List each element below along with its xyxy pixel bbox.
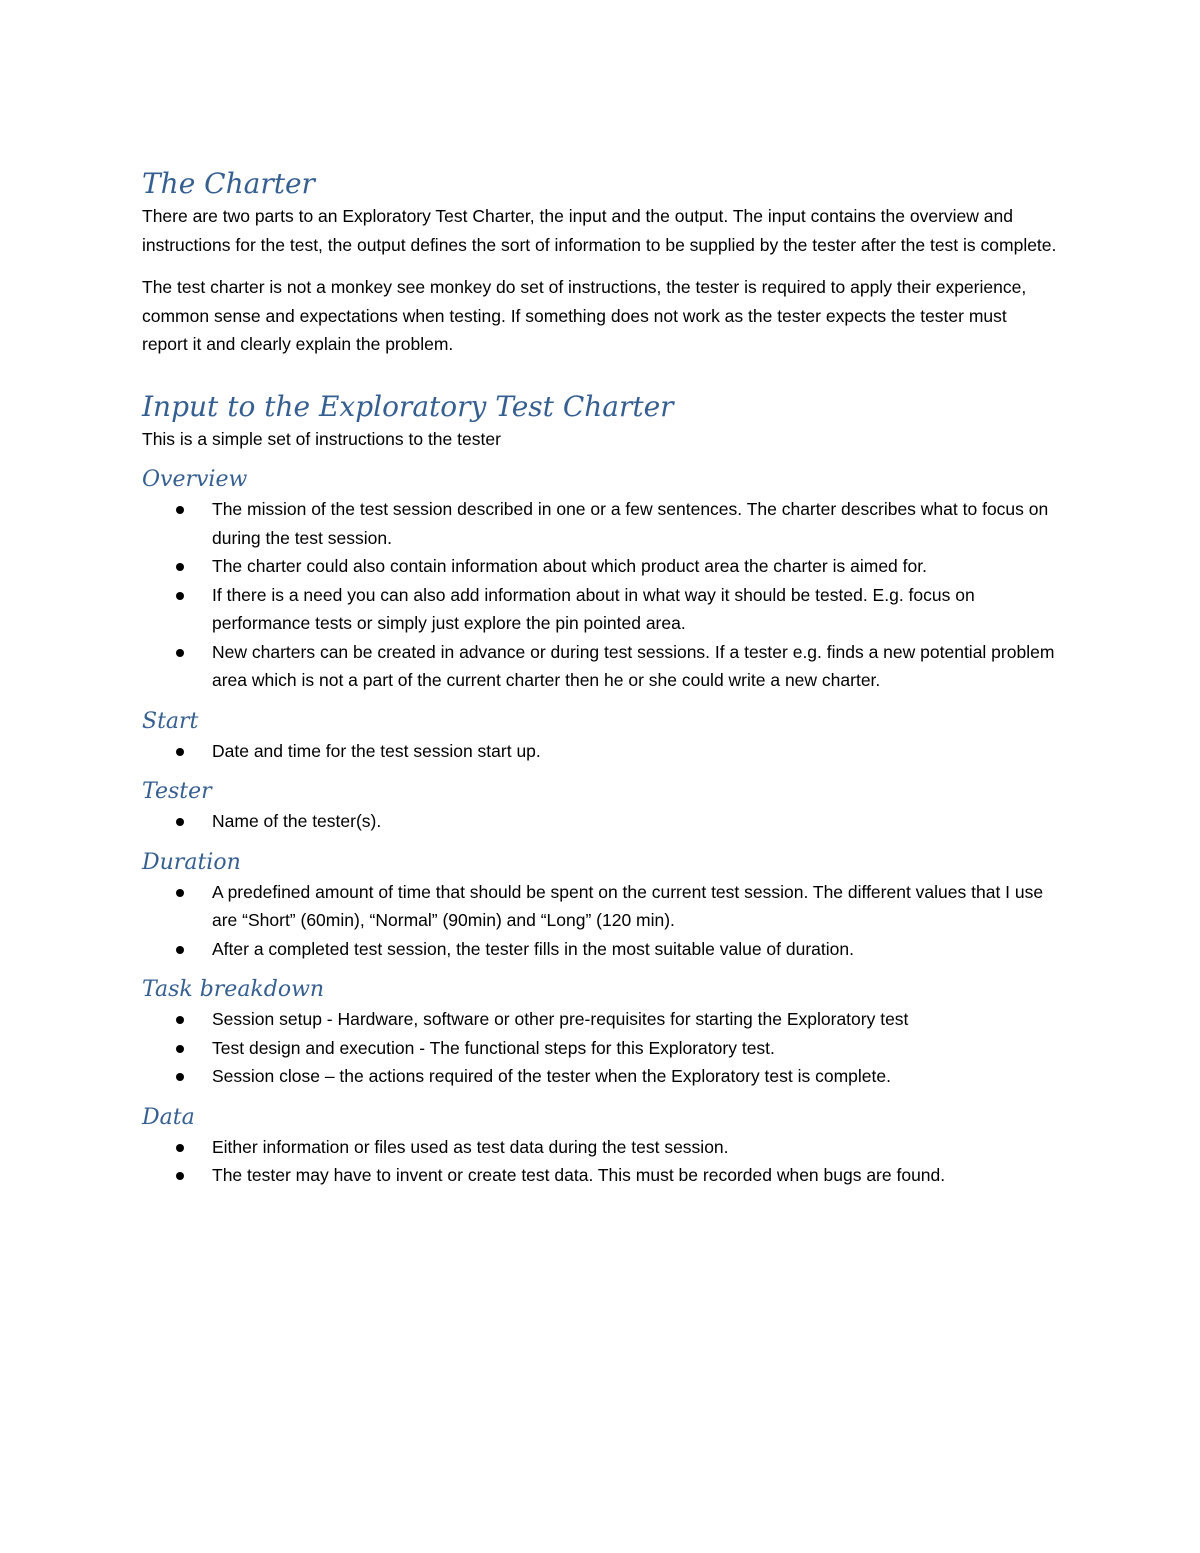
bullet-icon: [176, 818, 184, 826]
list-item: Name of the tester(s).: [142, 807, 1057, 836]
start-list: [142, 737, 1057, 766]
heading-the-charter: The Charter: [142, 167, 315, 200]
bullet-icon: [176, 889, 184, 897]
bullet-icon: [176, 592, 184, 600]
list-item: After a completed test session, the tester fills in the most suitable value of duration.: [142, 935, 1057, 964]
tester-list: [142, 807, 1057, 836]
heading-duration: Duration: [142, 849, 241, 875]
bullet-icon: [176, 1144, 184, 1152]
bullet-icon: [176, 748, 184, 756]
list-item: The charter could also contain information about which product area the charter is aimed for.: [142, 552, 1057, 581]
duration-list: [142, 878, 1057, 964]
input-intro: This is a simple set of instructions to the tester: [142, 428, 501, 449]
list-item: A predefined amount of time that should be spent on the current test session. The different values that I use are “Short” (60min), “Normal” (90min) and “Long” (120 min).: [142, 878, 1057, 935]
bullet-icon: [176, 506, 184, 514]
heading-task-breakdown: Task breakdown: [142, 977, 325, 1002]
overview-list: [142, 495, 1057, 695]
charter-paragraph-1: There are two parts to an Exploratory Test Charter, the input and the output. The input contains the overview and instructions for the test, the output defines the sort of information to be supplied by the tester after the test is complete.: [142, 206, 1057, 255]
list-item: The mission of the test session described in one or a few sentences. The charter describes what to focus on during the test session.: [142, 495, 1057, 552]
list-item: Test design and execution - The functional steps for this Exploratory test.: [142, 1034, 1057, 1063]
charter-paragraph-2: The test charter is not a monkey see monkey do set of instructions, the tester is required to apply their experience, common sense and expectations when testing. If something does not work as the tester expects the tester must report it and clearly explain the problem.: [142, 277, 1027, 354]
data-list: [142, 1133, 1057, 1190]
bullet-icon: [176, 1016, 184, 1024]
heading-data: Data: [142, 1104, 195, 1130]
document-content: [142, 166, 1057, 1190]
task-list: [142, 1005, 1057, 1091]
heading-overview: Overview: [142, 467, 248, 492]
bullet-icon: [176, 1073, 184, 1081]
list-item: Date and time for the test session start up.: [142, 737, 1057, 766]
bullet-icon: [176, 563, 184, 571]
bullet-icon: [176, 649, 184, 657]
list-item: New charters can be created in advance or during test sessions. If a tester e.g. finds a new potential problem area which is not a part of the current charter then he or she could write a new charter.: [142, 638, 1057, 695]
list-item: If there is a need you can also add information about in what way it should be tested. E.g. focus on performance tests or simply just explore the pin pointed area.: [142, 581, 1057, 638]
list-item: Either information or files used as test data during the test session.: [142, 1133, 1057, 1162]
heading-start: Start: [142, 708, 199, 734]
bullet-icon: [176, 946, 184, 954]
bullet-icon: [176, 1045, 184, 1053]
heading-input-to-charter: Input to the Exploratory Test Charter: [142, 389, 674, 423]
list-item: The tester may have to invent or create test data. This must be recorded when bugs are found.: [142, 1161, 1057, 1190]
list-item: Session setup - Hardware, software or other pre-requisites for starting the Exploratory test: [142, 1005, 1057, 1034]
heading-tester: Tester: [142, 779, 212, 804]
bullet-icon: [176, 1172, 184, 1180]
list-item: Session close – the actions required of the tester when the Exploratory test is complete.: [142, 1062, 1057, 1091]
